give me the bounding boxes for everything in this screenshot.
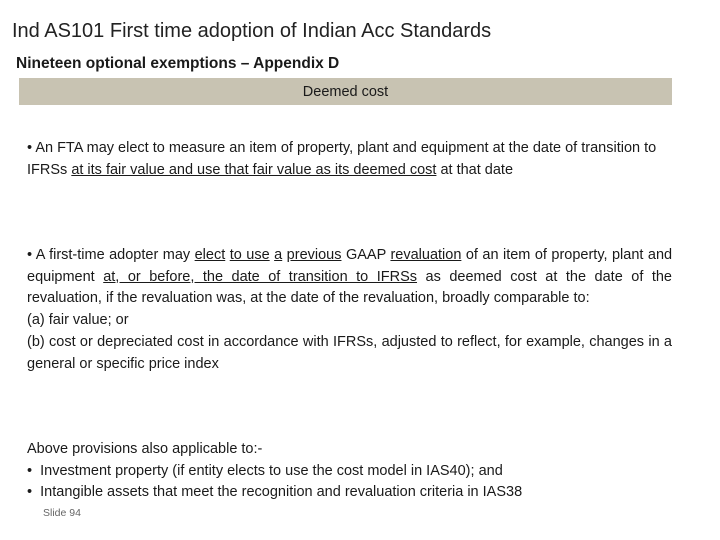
bullet-marker: • — [27, 140, 33, 156]
option-b: (b) cost or depreciated cost in accordance with IFRSs, adjusted to reflect, for example, changes in a general or specific price index — [27, 333, 672, 372]
underlined-text: revaluation — [390, 247, 462, 263]
bullet-text: An FTA may elect to measure an item of property, plant and equipment at the date of transition to IFRSs — [27, 140, 657, 178]
bullet-marker: • — [27, 247, 33, 263]
section-band — [19, 78, 672, 105]
provisions-heading: Above provisions also applicable to:- — [27, 441, 263, 457]
provisions-block — [27, 439, 672, 504]
slide-title: Ind AS101 First time adoption of Indian Acc Standards — [12, 20, 492, 42]
list-item — [27, 461, 672, 483]
underlined-text: elect — [194, 247, 226, 263]
bullet-text: A first-time adopter may — [35, 247, 195, 263]
bullet-text: at that date — [436, 161, 514, 178]
bullet-fair-value — [27, 138, 672, 181]
underlined-text: to use — [229, 247, 270, 263]
bullet-marker: • — [27, 484, 33, 501]
section-band-label: Deemed cost — [302, 83, 389, 100]
bullet-previous-gaap — [27, 245, 672, 375]
list-item — [27, 482, 672, 504]
slide-number: Slide 94 — [43, 507, 81, 519]
underlined-text: previous — [286, 247, 342, 263]
underlined-text: at, or before, the date of transition to IFRSs — [103, 268, 418, 285]
bullet-text: GAAP — [345, 247, 386, 263]
list-item-text: Investment property (if entity elects to use the cost model in IAS40); and — [40, 462, 503, 479]
option-a: (a) fair value; or — [27, 312, 129, 329]
bullet-text: of an item of property, plant and equipment — [27, 247, 673, 285]
list-item-text: Intangible assets that meet the recognition and revaluation criteria in IAS38 — [40, 484, 523, 501]
slide-subtitle: Nineteen optional exemptions – Appendix D — [16, 55, 340, 72]
underlined-text: a — [274, 247, 283, 263]
underlined-text: at its fair value and use that fair value as its deemed cost — [71, 161, 437, 178]
bullet-text: as deemed cost at the date of the revaluation, if the revaluation was, at the date of the revaluation, broadly comparable to: — [27, 268, 672, 307]
bullet-marker: • — [27, 462, 33, 479]
